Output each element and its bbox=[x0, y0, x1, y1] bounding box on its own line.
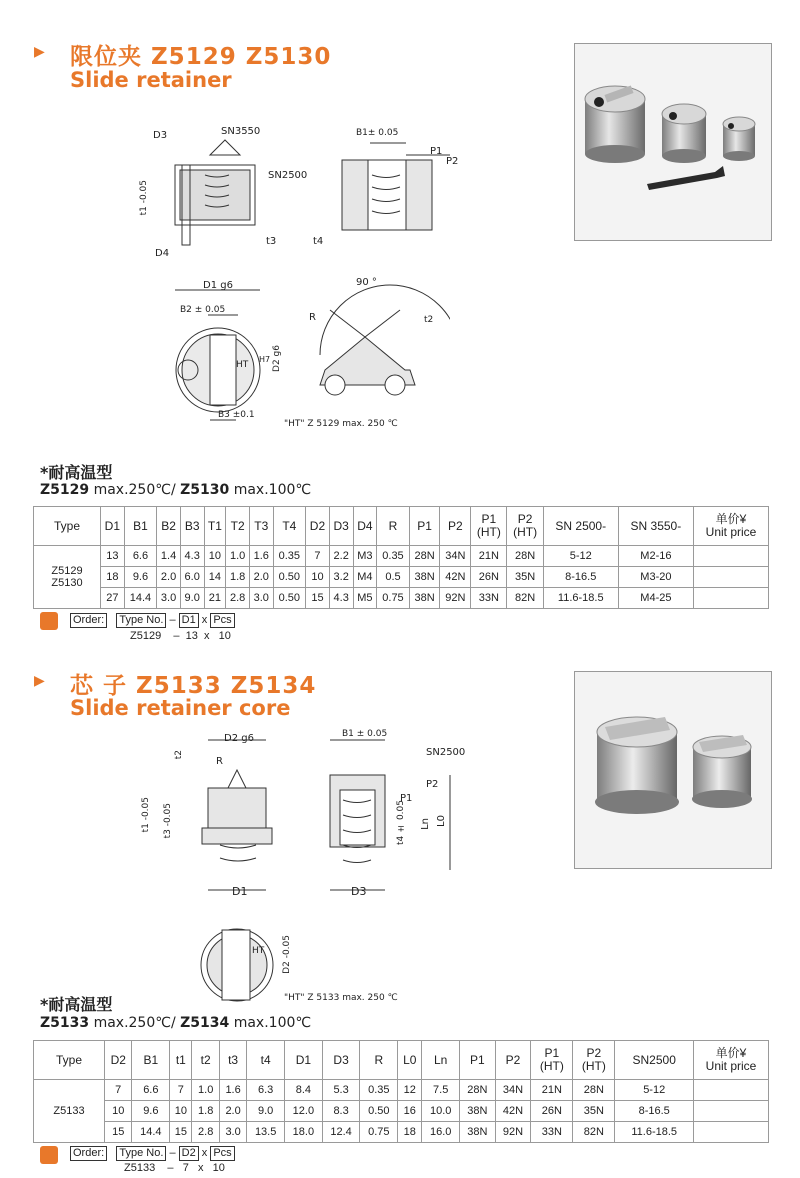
table-cell: 6.0 bbox=[180, 567, 204, 588]
table-cell bbox=[694, 1122, 769, 1143]
table-cell: 8-16.5 bbox=[615, 1101, 694, 1122]
column-header: D4 bbox=[353, 507, 377, 546]
table-cell: 10 bbox=[204, 546, 226, 567]
section2-subtitle-en: Z5133 max.250℃/ Z5134 max.100℃ bbox=[40, 1015, 312, 1031]
table-cell: 1.0 bbox=[192, 1080, 219, 1101]
column-header: D2 bbox=[306, 507, 330, 546]
table-cell: 12.0 bbox=[285, 1101, 323, 1122]
table-cell: 1.6 bbox=[219, 1080, 246, 1101]
dim-sn3550: SN3550 bbox=[221, 126, 261, 137]
table-row bbox=[34, 1101, 769, 1122]
dim2-b1: B1 ± 0.05 bbox=[342, 729, 388, 739]
table-cell: M3 bbox=[353, 546, 377, 567]
dim-t4: t4 bbox=[313, 236, 324, 247]
table-cell: 18.0 bbox=[285, 1122, 323, 1143]
column-header: P2 (HT) bbox=[507, 507, 543, 546]
section1-title-cn: 限位夹 Z5129 Z5130 bbox=[70, 44, 332, 70]
section2-title-cn: 芯 子 Z5133 Z5134 bbox=[70, 673, 317, 699]
section2-subtitle-cn: *耐高温型 bbox=[40, 995, 113, 1014]
section1-order-line: Order: Type No. – D1 x Pcs bbox=[70, 613, 235, 628]
table-cell: 9.6 bbox=[124, 567, 157, 588]
dim2-t2: t2 bbox=[174, 750, 184, 760]
table-cell: 0.75 bbox=[377, 588, 410, 609]
table-cell: 2.0 bbox=[219, 1101, 246, 1122]
type-cell: Z5133 bbox=[34, 1080, 105, 1143]
table-cell: 0.35 bbox=[377, 546, 410, 567]
dim-angle: 90 ° bbox=[356, 277, 377, 288]
table-cell: 8.3 bbox=[322, 1101, 360, 1122]
table-cell: 21N bbox=[531, 1080, 573, 1101]
table-cell: 35N bbox=[507, 567, 543, 588]
table-cell bbox=[694, 1080, 769, 1101]
table-cell: 0.50 bbox=[273, 567, 306, 588]
column-header: D3 bbox=[322, 1041, 360, 1080]
column-header: R bbox=[377, 507, 410, 546]
slide-retainer-photo bbox=[574, 43, 772, 241]
table-cell: 2.8 bbox=[226, 588, 250, 609]
table-row bbox=[34, 567, 769, 588]
section-marker-icon: ▶ bbox=[34, 673, 45, 689]
section1-spec-table bbox=[33, 506, 769, 609]
dim-b2: B2 ± 0.05 bbox=[180, 305, 226, 315]
table-cell bbox=[694, 1101, 769, 1122]
ht-note-2: "HT" Z 5133 max. 250 ℃ bbox=[284, 993, 398, 1003]
table-cell: 11.6-18.5 bbox=[543, 588, 618, 609]
column-header: B1 bbox=[132, 1041, 170, 1080]
section1-subtitle-en: Z5129 max.250℃/ Z5130 max.100℃ bbox=[40, 482, 312, 498]
table-cell: 14.4 bbox=[124, 588, 157, 609]
dim-b1: B1± 0.05 bbox=[356, 128, 399, 138]
table-row bbox=[34, 1080, 769, 1101]
dim2-ht: HT bbox=[252, 946, 265, 956]
table-cell: 16.0 bbox=[422, 1122, 460, 1143]
dim2-p1: P1 bbox=[400, 793, 413, 804]
column-header: B2 bbox=[157, 507, 181, 546]
table-cell: 4.3 bbox=[180, 546, 204, 567]
table-cell: 42N bbox=[440, 567, 471, 588]
table-cell: 42N bbox=[495, 1101, 531, 1122]
table-cell: 0.50 bbox=[273, 588, 306, 609]
dim-r: R bbox=[309, 312, 316, 323]
table-cell: 12.4 bbox=[322, 1122, 360, 1143]
table-cell: 26N bbox=[471, 567, 507, 588]
table-cell: 5.3 bbox=[322, 1080, 360, 1101]
slide-retainer-core-drawing bbox=[180, 730, 460, 1020]
dim2-sn2500: SN2500 bbox=[426, 747, 466, 758]
table-cell: 13.5 bbox=[247, 1122, 285, 1143]
section1-order-example: Z5129 – 13 x 10 bbox=[130, 630, 231, 642]
table-cell: 27 bbox=[101, 588, 125, 609]
dim-ht: HT bbox=[236, 360, 249, 370]
column-header: B1 bbox=[124, 507, 157, 546]
table-cell: 33N bbox=[471, 588, 507, 609]
column-header: P1 bbox=[460, 1041, 496, 1080]
table-cell: M2-16 bbox=[618, 546, 693, 567]
dim2-t4: t4 ± 0.05 bbox=[396, 800, 406, 846]
table-cell: 7 bbox=[170, 1080, 192, 1101]
table-cell: 7.5 bbox=[422, 1080, 460, 1101]
section-marker-icon: ▶ bbox=[34, 44, 45, 60]
column-header: t2 bbox=[192, 1041, 219, 1080]
table-row bbox=[34, 546, 769, 567]
table-cell: 14.4 bbox=[132, 1122, 170, 1143]
table-cell: 1.4 bbox=[157, 546, 181, 567]
column-header: L0 bbox=[398, 1041, 422, 1080]
column-header: T3 bbox=[249, 507, 273, 546]
table-cell: 0.75 bbox=[360, 1122, 398, 1143]
dim2-r: R bbox=[216, 756, 223, 767]
column-header: 单价¥ Unit price bbox=[694, 1041, 769, 1080]
section2-spec-table bbox=[33, 1040, 769, 1143]
dim2-d2b: D2 -0.05 bbox=[282, 935, 292, 974]
column-header: D3 bbox=[329, 507, 353, 546]
column-header: t1 bbox=[170, 1041, 192, 1080]
table-cell: 38N bbox=[460, 1101, 496, 1122]
dim-b3: B3 ±0.1 bbox=[218, 410, 255, 420]
column-header: t4 bbox=[247, 1041, 285, 1080]
table-cell: 82N bbox=[573, 1122, 615, 1143]
table-cell: 13 bbox=[101, 546, 125, 567]
column-header: P1 bbox=[409, 507, 440, 546]
table-row bbox=[34, 1122, 769, 1143]
table-cell: 15 bbox=[105, 1122, 132, 1143]
table-cell: 2.0 bbox=[157, 567, 181, 588]
dim-d4: D4 bbox=[155, 248, 170, 259]
table-cell: 6.3 bbox=[247, 1080, 285, 1101]
column-header: Ln bbox=[422, 1041, 460, 1080]
dim-t2: t2 bbox=[424, 315, 434, 325]
table-cell: 10 bbox=[105, 1101, 132, 1122]
column-header: Type bbox=[34, 507, 101, 546]
ht-note-1: "HT" Z 5129 max. 250 ℃ bbox=[284, 419, 398, 429]
dim-h7: H7 bbox=[259, 355, 271, 364]
section2-title-en: Slide retainer core bbox=[70, 696, 291, 720]
table-cell: 5-12 bbox=[543, 546, 618, 567]
table-cell: 10.0 bbox=[422, 1101, 460, 1122]
table-cell: 3.0 bbox=[157, 588, 181, 609]
table-cell: 0.50 bbox=[360, 1101, 398, 1122]
slide-retainer-drawing bbox=[130, 115, 450, 435]
table-cell: 1.8 bbox=[192, 1101, 219, 1122]
table-cell bbox=[694, 588, 769, 609]
column-header: P2 bbox=[440, 507, 471, 546]
column-header: D2 bbox=[105, 1041, 132, 1080]
dim-p2: P2 bbox=[446, 156, 459, 167]
table-cell: 1.0 bbox=[226, 546, 250, 567]
table-cell: 38N bbox=[409, 567, 440, 588]
dim-d2: D2 g6 bbox=[272, 345, 282, 372]
table-cell bbox=[694, 567, 769, 588]
section1-subtitle-cn: *耐高温型 bbox=[40, 463, 113, 482]
table-cell: 2.0 bbox=[249, 567, 273, 588]
table-cell: 34N bbox=[440, 546, 471, 567]
column-header: Type bbox=[34, 1041, 105, 1080]
table-cell: 0.35 bbox=[360, 1080, 398, 1101]
column-header: 单价¥ Unit price bbox=[694, 507, 769, 546]
dim-t3: t3 bbox=[266, 236, 277, 247]
table-cell: 10 bbox=[170, 1101, 192, 1122]
table-cell: 21 bbox=[204, 588, 226, 609]
dim2-ln: Ln bbox=[420, 818, 431, 830]
dim-d3: D3 bbox=[153, 130, 168, 141]
dim2-d2: D2 g6 bbox=[224, 733, 254, 744]
table-cell: 6.6 bbox=[124, 546, 157, 567]
table-cell: M4-25 bbox=[618, 588, 693, 609]
table-cell: 21N bbox=[471, 546, 507, 567]
table-cell: 3.2 bbox=[329, 567, 353, 588]
type-cell: Z5129 Z5130 bbox=[34, 546, 101, 609]
table-cell: 28N bbox=[409, 546, 440, 567]
table-cell: 11.6-18.5 bbox=[615, 1122, 694, 1143]
table-cell: M3-20 bbox=[618, 567, 693, 588]
dim2-d3: D3 bbox=[351, 885, 367, 898]
table-cell: 38N bbox=[409, 588, 440, 609]
table-cell: 28N bbox=[573, 1080, 615, 1101]
order-hand-icon bbox=[40, 612, 58, 630]
section2-order-example: Z5133 – 7 x 10 bbox=[124, 1162, 225, 1174]
table-cell: 28N bbox=[460, 1080, 496, 1101]
table-cell: 5-12 bbox=[615, 1080, 694, 1101]
table-cell: 14 bbox=[204, 567, 226, 588]
table-cell: 92N bbox=[440, 588, 471, 609]
table-cell: 0.5 bbox=[377, 567, 410, 588]
column-header: SN 2500- bbox=[543, 507, 618, 546]
table-cell: 7 bbox=[306, 546, 330, 567]
table-cell: 7 bbox=[105, 1080, 132, 1101]
dim2-l0: L0 bbox=[436, 815, 447, 827]
column-header: P1 (HT) bbox=[471, 507, 507, 546]
table-cell: 1.6 bbox=[249, 546, 273, 567]
column-header: B3 bbox=[180, 507, 204, 546]
table-cell: 6.6 bbox=[132, 1080, 170, 1101]
table-cell: 12 bbox=[398, 1080, 422, 1101]
table-cell: 1.8 bbox=[226, 567, 250, 588]
section2-order-line: Order: Type No. – D2 x Pcs bbox=[70, 1146, 235, 1161]
table-cell: 34N bbox=[495, 1080, 531, 1101]
column-header: T4 bbox=[273, 507, 306, 546]
table-cell: 8-16.5 bbox=[543, 567, 618, 588]
dim-sn2500: SN2500 bbox=[268, 170, 308, 181]
table-cell: 18 bbox=[101, 567, 125, 588]
column-header: D1 bbox=[101, 507, 125, 546]
table-cell: 28N bbox=[507, 546, 543, 567]
dim2-d1: D1 bbox=[232, 885, 248, 898]
column-header: t3 bbox=[219, 1041, 246, 1080]
table-cell: M5 bbox=[353, 588, 377, 609]
table-cell: 2.8 bbox=[192, 1122, 219, 1143]
section1-title-en: Slide retainer bbox=[70, 68, 232, 92]
table-cell: 0.35 bbox=[273, 546, 306, 567]
dim-p1: P1 bbox=[430, 146, 443, 157]
column-header: P2 (HT) bbox=[573, 1041, 615, 1080]
table-cell: 9.6 bbox=[132, 1101, 170, 1122]
table-cell: 8.4 bbox=[285, 1080, 323, 1101]
table-cell: 35N bbox=[573, 1101, 615, 1122]
dim2-t3: t3 -0.05 bbox=[163, 803, 173, 839]
column-header: T1 bbox=[204, 507, 226, 546]
table-cell: 18 bbox=[398, 1122, 422, 1143]
table-cell bbox=[694, 546, 769, 567]
table-cell: 38N bbox=[460, 1122, 496, 1143]
dim-d1: D1 g6 bbox=[203, 280, 233, 291]
table-cell: 82N bbox=[507, 588, 543, 609]
column-header: P2 bbox=[495, 1041, 531, 1080]
slide-retainer-core-photo bbox=[574, 671, 772, 869]
dim2-p2: P2 bbox=[426, 779, 439, 790]
table-row bbox=[34, 588, 769, 609]
table-cell: 3.0 bbox=[249, 588, 273, 609]
column-header: D1 bbox=[285, 1041, 323, 1080]
table-cell: 3.0 bbox=[219, 1122, 246, 1143]
order-hand-icon bbox=[40, 1146, 58, 1164]
table-cell: 33N bbox=[531, 1122, 573, 1143]
table-cell: 15 bbox=[306, 588, 330, 609]
table-cell: 92N bbox=[495, 1122, 531, 1143]
dim2-t1: t1 -0.05 bbox=[141, 797, 151, 833]
table-cell: 4.3 bbox=[329, 588, 353, 609]
dim-t1: t1 -0.05 bbox=[139, 180, 149, 216]
table-cell: 9.0 bbox=[247, 1101, 285, 1122]
table-cell: 9.0 bbox=[180, 588, 204, 609]
table-cell: M4 bbox=[353, 567, 377, 588]
table-cell: 16 bbox=[398, 1101, 422, 1122]
column-header: SN 3550- bbox=[618, 507, 693, 546]
table-cell: 26N bbox=[531, 1101, 573, 1122]
column-header: P1 (HT) bbox=[531, 1041, 573, 1080]
column-header: T2 bbox=[226, 507, 250, 546]
table-cell: 10 bbox=[306, 567, 330, 588]
table-cell: 15 bbox=[170, 1122, 192, 1143]
column-header: SN2500 bbox=[615, 1041, 694, 1080]
table-cell: 2.2 bbox=[329, 546, 353, 567]
column-header: R bbox=[360, 1041, 398, 1080]
